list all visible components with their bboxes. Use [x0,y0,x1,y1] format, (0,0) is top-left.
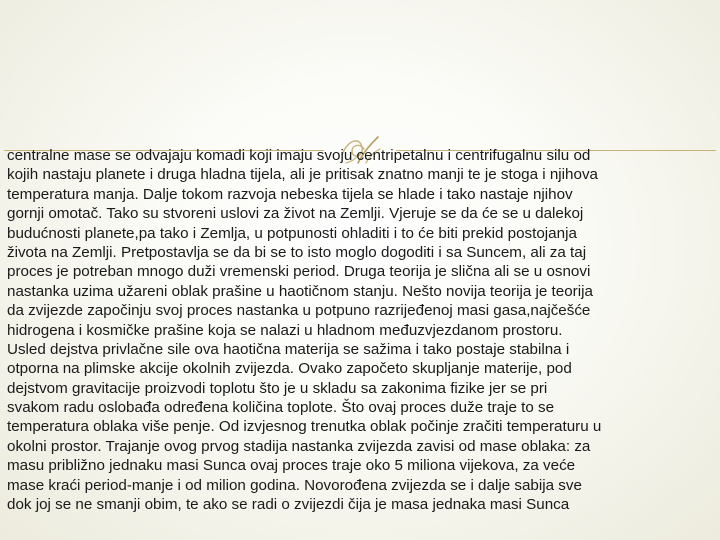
text-line: života na Zemlji. Pretpostavlja se da bi se to isto moglo dogoditi i sa Suncem, ali za taj [7,243,587,261]
text-line: budućnosti planete,pa tako i Zemlja, u potpunosti ohladiti i to će biti prekid postojanja [7,224,577,242]
text-line: svakom radu oslobađa određena količina toplote. Što ovaj proces duže traje to se [7,399,555,417]
text-line: okolni prostor. Trajanje ovog prvog stadija nastanka zvijezda zavisi od mase oblaka: za [7,437,591,455]
text-line: nastanka uzima užareni oblak prašine u haotičnom stanju. Nešto novija teorija je teorija [7,282,593,300]
text-line: da zvijezde započinju svoj proces nastanka u potpuno razrijeđenoj masi gasa,najčešće [7,302,591,320]
text-line: proces je potreban mnogo duži vremenski period. Druga teorija je slična ali se u osnovi [7,263,591,281]
text-line: hidrogena i kosmičke prašine koja se nalazi u hladnom međuzvjezdanom prostoru. [7,321,563,339]
text-line: kojih nastaju planete i druga hladna tijela, ali je pritisak znatno manji te je stoga i njihova [7,166,598,184]
text-line: otporna na plimske akcije okolnih zvijezda. Ovako započeto skupljanje materije, pod [7,360,572,378]
text-line: temperatura oblaka više penje. Od izvjesnog trenutka oblak počinje zračiti temperaturu u [7,418,602,436]
text-line: Usled dejstva privlačne sile ova haotična materija se sažima i tako postaje stabilna i [7,340,570,358]
text-line: masu približno jednaku masi Sunca ovaj proces traje oko 5 miliona vijekova, za veće [7,457,576,475]
text-line-partial: dok joj se ne smanji obim, te ako se radi o zvijezdi čija je masa jednaka masi Sunca [7,496,570,514]
text-line: gornji omotač. Tako su stvoreni uslovi za život na Zemlji. Vjeruje se da će se u dalekoj [7,205,584,223]
text-line: mase kraći period-manje i od milion godina. Novorođena zvijezda se i dalje sabija sve [7,476,582,494]
text-line: centralne mase se odvajaju komadi koji imaju svoju centripetalnu i centrifugalnu silu od [7,147,591,164]
text-line: dejstvom gravitacije proizvodi toplotu što je u skladu sa zakonima fizike jer se pri [7,379,548,397]
body-paragraph [7,146,715,514]
text-line: temperatura manja. Dalje tokom razvoja nebeska tijela se hlade i tako nastaje njihov [7,185,573,203]
